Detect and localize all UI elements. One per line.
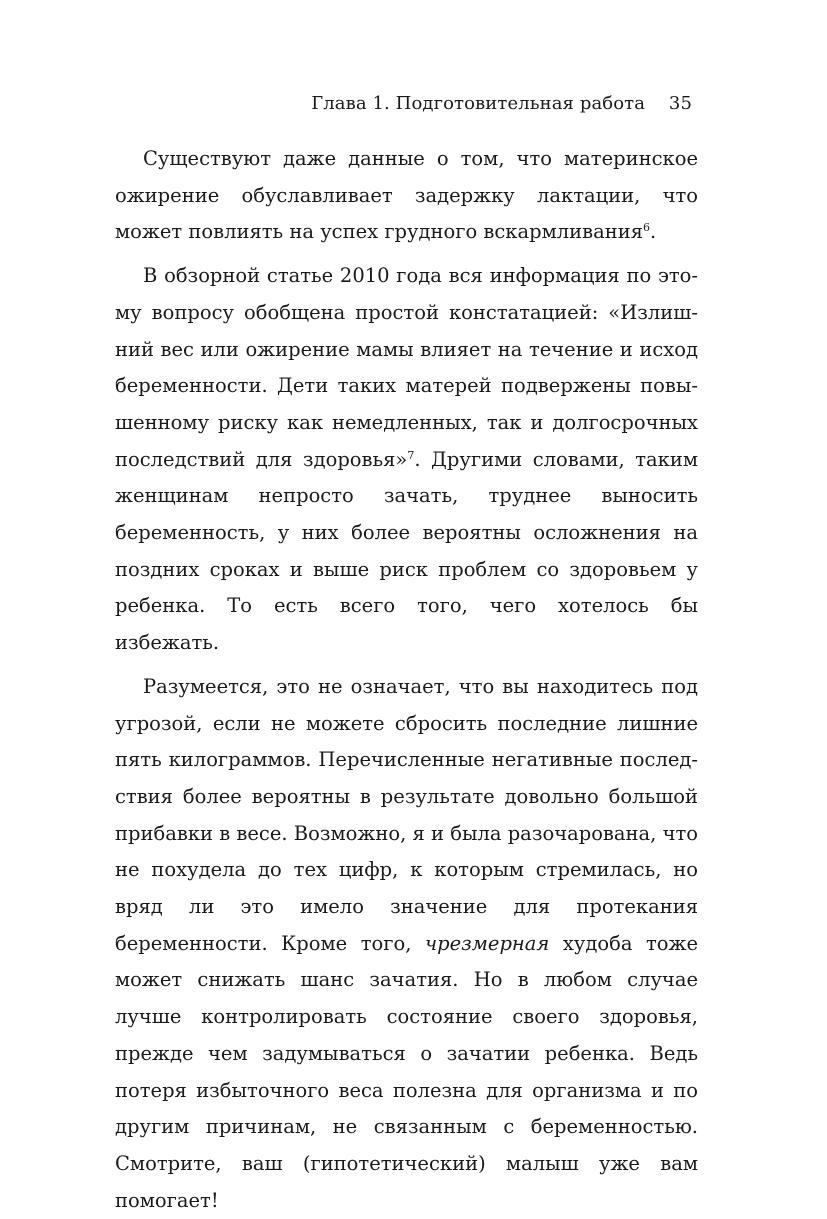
running-header [311, 93, 692, 114]
paragraph-3 [115, 669, 698, 1219]
paragraph-1-text: Существуют даже данные о том, что материнское ожирение обуславливает задержку лактации, что может повлиять на успех грудного вскармливания [115, 147, 698, 244]
paragraph-1-end: . [650, 220, 657, 244]
paragraph-1 [115, 141, 698, 251]
footnote-ref-6: 6 [643, 221, 651, 235]
footnote-ref-7: 7 [407, 448, 415, 462]
emphasis-word: чрезмерная [424, 931, 550, 955]
paragraph-3-text-end: худоба тоже может снижать шанс зачатия. Но в любом случае лучше контролировать состояние своего здоровья, прежде чем задумываться о зачатии ребенка. Ведь потеря избыточного веса полезна для организма и по другим причинам, не связанным с беременностью. Смотрите, ваш (гипотетический) малыш уже вам помогает! [115, 931, 698, 1212]
paragraph-2 [115, 258, 698, 662]
paragraph-2-text-end: . Другими словами, таким женщинам непросто зачать, труднее выносить беременность, у них более вероятны осложнения на поздних сроках и выше риск проблем со здоровьем у ребенка. То есть всего того, чего хотелось бы избежать. [115, 447, 698, 655]
paragraph-3-text-start: Разумеется, это не означает, что вы находитесь под угрозой, если не можете сбросить последние лишние пять килограммов. Перечисленные негативные последствия более вероятны в результате довольно большой прибавки в весе. Возможно, я и была разочарована, что не похудела до тех цифр, к которым стремилась, но вряд ли это имело значение для протекания беременности. Кроме того, [115, 674, 698, 955]
chapter-title: Глава 1. Подготовительная работа [311, 93, 646, 114]
paragraph-2-text-start: В обзорной статье 2010 года вся информация по этому вопросу обобщена простой констатацией: «Излишний вес или ожирение мамы влияет на течение и исход беременности. Дети таких матерей подвержены повышенному риску как немедленных, так и долгосрочных последствий для здоровья» [115, 264, 698, 471]
body-text [115, 141, 698, 1219]
page-number: 35 [668, 93, 692, 114]
